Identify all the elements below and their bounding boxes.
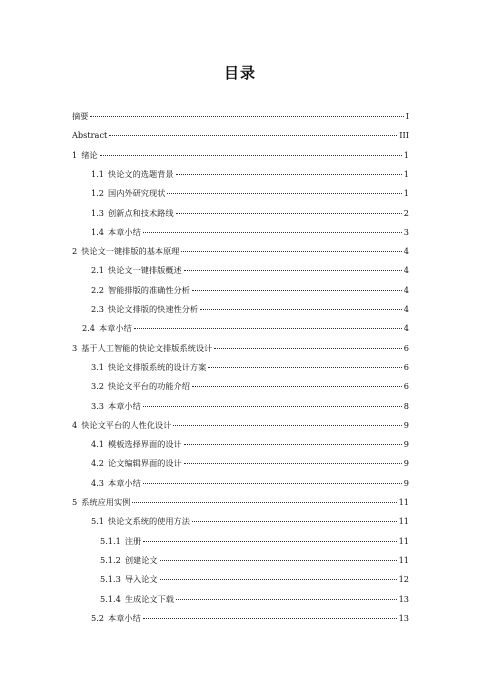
toc-entry-page-number: 6: [403, 342, 409, 353]
toc-entry-number: 3: [72, 342, 78, 353]
toc-entry-number: 5.1: [91, 516, 105, 527]
toc-entry-text: 摘要: [72, 111, 89, 121]
toc-entry[interactable]: [91, 224, 409, 240]
toc-entry-number: 3.2: [91, 381, 105, 392]
toc-entry-number: 5: [72, 497, 78, 507]
toc-leader-dots: [160, 560, 397, 561]
toc-entry-number: 1: [72, 149, 78, 160]
toc-entry[interactable]: [72, 417, 409, 433]
toc-entry-text: 快论文平台的人性化设计: [81, 419, 172, 430]
toc-entry-text: 快论文一键排版概述: [108, 265, 182, 276]
toc-entry-number: 1.1: [91, 168, 105, 179]
toc-entry[interactable]: [91, 513, 409, 529]
toc-entry-number: 1.4: [91, 226, 105, 237]
toc-entry-label: [72, 417, 171, 433]
toc-entry-text: Abstract: [72, 130, 108, 141]
toc-leader-dots: [100, 155, 402, 156]
toc-entry[interactable]: [91, 610, 409, 626]
toc-entry[interactable]: [72, 340, 409, 356]
toc-leader-dots: [176, 599, 397, 600]
toc-entry-label: [91, 436, 182, 452]
toc-leader-dots: [200, 309, 402, 310]
toc-entry-page-number: 11: [398, 554, 409, 565]
toc-entry-label: [91, 205, 174, 221]
toc-entry-label: [72, 494, 130, 510]
toc-entry-page-number: 2: [403, 207, 409, 218]
toc-entry[interactable]: [91, 378, 409, 394]
toc-entry-text: 基于人工智能的快论文排版系统设计: [81, 342, 213, 353]
toc-leader-dots: [173, 425, 401, 426]
toc-entry-page-number: 9: [403, 477, 409, 488]
toc-entry-page-number: 1: [403, 149, 409, 160]
toc-entry-label: [91, 224, 141, 240]
toc-entry-label: [72, 108, 88, 124]
toc-entry-label: [100, 571, 158, 587]
toc-entry-label: [91, 475, 141, 491]
toc-entry-page-number: 4: [403, 323, 409, 334]
toc-entry-text: 导入论文: [124, 574, 158, 585]
toc-leader-dots: [160, 579, 397, 580]
toc-leader-dots: [143, 618, 397, 619]
toc-entry-number: 4: [72, 419, 78, 430]
toc-entry-text: 快论文排版系统的设计方案: [108, 361, 207, 372]
toc-entry-page-number: 6: [403, 381, 409, 392]
toc-entry[interactable]: [100, 571, 409, 587]
toc-entry-page-number: 13: [398, 612, 409, 623]
toc-entry-page-number: III: [399, 130, 409, 141]
toc-entry-label: [72, 340, 212, 356]
toc-entry-page-number: 9: [403, 458, 409, 469]
toc-entry[interactable]: [91, 436, 409, 452]
toc-leader-dots: [192, 521, 397, 522]
toc-entry[interactable]: [91, 359, 409, 375]
toc-entry[interactable]: [72, 243, 409, 259]
toc-entry-page-number: 9: [403, 419, 409, 430]
toc-entry[interactable]: [72, 147, 409, 163]
toc-entry-label: [91, 185, 165, 201]
toc-entry-text: 创建论文: [124, 554, 158, 565]
toc-entry-number: 4.2: [91, 458, 105, 469]
toc-entry-number: 5.1.2: [100, 554, 121, 565]
toc-entry-number: 1.2: [91, 188, 105, 199]
toc-entry-number: 5.1.3: [100, 574, 121, 585]
toc-leader-dots: [109, 135, 397, 136]
toc-entry[interactable]: [91, 282, 409, 298]
toc-leader-dots: [134, 328, 402, 329]
toc-entry[interactable]: [72, 494, 409, 510]
toc-entry-text: 本章小结: [108, 400, 141, 411]
toc-entry-page-number: 4: [403, 246, 409, 257]
toc-entry-label: [72, 243, 179, 259]
toc-entry-text: 本章小结: [99, 323, 132, 334]
toc-entry-number: 2.2: [91, 284, 105, 295]
toc-entry-page-number: 1: [403, 188, 409, 199]
toc-entry-text: 生成论文下载: [124, 593, 174, 604]
toc-entry-page-number: 13: [398, 593, 409, 604]
toc-leader-dots: [181, 251, 401, 252]
toc-entry-label: [91, 282, 190, 298]
toc-entry[interactable]: [91, 185, 409, 201]
toc-entry-number: 5.2: [91, 612, 105, 623]
toc-leader-dots: [176, 213, 402, 214]
toc-entry-number: 2.3: [91, 304, 105, 314]
toc-leader-dots: [143, 541, 396, 542]
toc-entry-text: 论文编辑界面的设计: [108, 458, 182, 469]
toc-entry[interactable]: [91, 205, 409, 221]
toc-leader-dots: [176, 174, 402, 175]
toc-entry-page-number: 11: [398, 516, 409, 527]
toc-entry-page-number: 3: [403, 226, 409, 237]
toc-entry-label: [91, 301, 198, 317]
toc-entry-number: 1.3: [91, 207, 105, 218]
toc-entry-label: [91, 359, 206, 375]
toc-entry-label: [91, 455, 182, 471]
toc-leader-dots: [208, 367, 401, 368]
toc-leader-dots: [143, 232, 402, 233]
toc-entry-label: [91, 378, 190, 394]
toc-leader-dots: [184, 463, 402, 464]
toc-leader-dots: [184, 270, 402, 271]
toc-title: 目录: [223, 64, 256, 82]
toc-entry-number: 3.3: [91, 400, 105, 411]
toc-entry-text: 本章小结: [108, 226, 141, 237]
toc-entry[interactable]: [91, 166, 409, 182]
toc-entry-text: 快论文一键排版的基本原理: [81, 246, 180, 257]
toc-leader-dots: [192, 290, 402, 291]
toc-leader-dots: [132, 502, 396, 503]
toc-entry-page-number: 1: [403, 168, 409, 179]
toc-leader-dots: [214, 348, 402, 349]
toc-entry-page-number: 8: [403, 400, 409, 411]
toc-entry-page-number: 4: [403, 265, 409, 276]
toc-entry-text: 快论文系统的使用方法: [108, 516, 190, 527]
toc-leader-dots: [143, 483, 402, 484]
toc-leader-dots: [167, 193, 401, 194]
toc-entry-page-number: 12: [398, 574, 409, 585]
toc-entry-number: 5.1.4: [100, 593, 121, 604]
toc-leader-dots: [143, 406, 402, 407]
toc-entry[interactable]: [91, 455, 409, 471]
toc-leader-dots: [90, 116, 403, 117]
toc-entry-label: [100, 552, 158, 568]
toc-entry[interactable]: [91, 398, 409, 414]
toc-entry-number: 2.4: [82, 323, 96, 334]
toc-entry-number: 5.1.1: [100, 535, 121, 546]
toc-entry-number: 3.1: [91, 361, 105, 372]
toc-entry[interactable]: [72, 127, 409, 143]
toc-entry-number: 2: [72, 246, 78, 257]
toc-entry[interactable]: [100, 552, 409, 568]
toc-entry-label: [91, 262, 182, 278]
toc-entry-label: [82, 320, 132, 336]
toc-entry[interactable]: [100, 533, 409, 549]
toc-entry-text: 本章小结: [108, 477, 141, 488]
toc-entry-label: [72, 147, 98, 163]
toc-entry[interactable]: [91, 475, 409, 491]
toc-entry-page-number: 4: [403, 304, 409, 314]
toc-entry-text: 快论文平台的功能介绍: [108, 381, 190, 392]
toc-entry[interactable]: [91, 301, 409, 317]
toc-entry-text: 快论文的选题背景: [108, 168, 174, 179]
toc-entry-label: [91, 398, 141, 414]
toc-leader-dots: [184, 444, 402, 445]
toc-entry-text: 本章小结: [108, 612, 141, 623]
toc-entry-page-number: 11: [398, 535, 409, 546]
toc-entry-text: 快论文排版的快速性分析: [108, 304, 199, 314]
toc-entry-page-number: 11: [398, 497, 409, 507]
toc-entry-page-number: I: [405, 111, 409, 121]
toc-entry-text: 创新点和技术路线: [108, 207, 174, 218]
toc-leader-dots: [192, 386, 402, 387]
toc-entry-label: [100, 533, 141, 549]
toc-entry-label: [91, 166, 174, 182]
toc-entry[interactable]: [91, 262, 409, 278]
toc-entry-text: 模板选择界面的设计: [108, 439, 182, 450]
toc-entry-page-number: 4: [403, 284, 409, 295]
toc-entry-page-number: 9: [403, 439, 409, 450]
toc-entry-label: [72, 127, 107, 143]
toc-entry-number: 2.1: [91, 265, 105, 276]
toc-entry-page-number: 6: [403, 361, 409, 372]
toc-entry-text: 国内外研究现状: [108, 188, 166, 199]
toc-entry-text: 系统应用实例: [81, 497, 131, 507]
toc-entry-text: 智能排版的准确性分析: [108, 284, 190, 295]
toc-entry-number: 4.1: [91, 439, 105, 450]
toc-entry[interactable]: [82, 320, 409, 336]
toc-entry-label: [91, 610, 141, 626]
toc-entry-text: 注册: [124, 535, 142, 546]
toc-entry-label: [91, 513, 190, 529]
toc-entry-label: [100, 591, 174, 607]
toc-entry-text: 绪论: [81, 149, 98, 160]
toc-entry[interactable]: [72, 108, 409, 124]
toc-entry[interactable]: [100, 591, 409, 607]
toc-entry-number: 4.3: [91, 477, 105, 488]
